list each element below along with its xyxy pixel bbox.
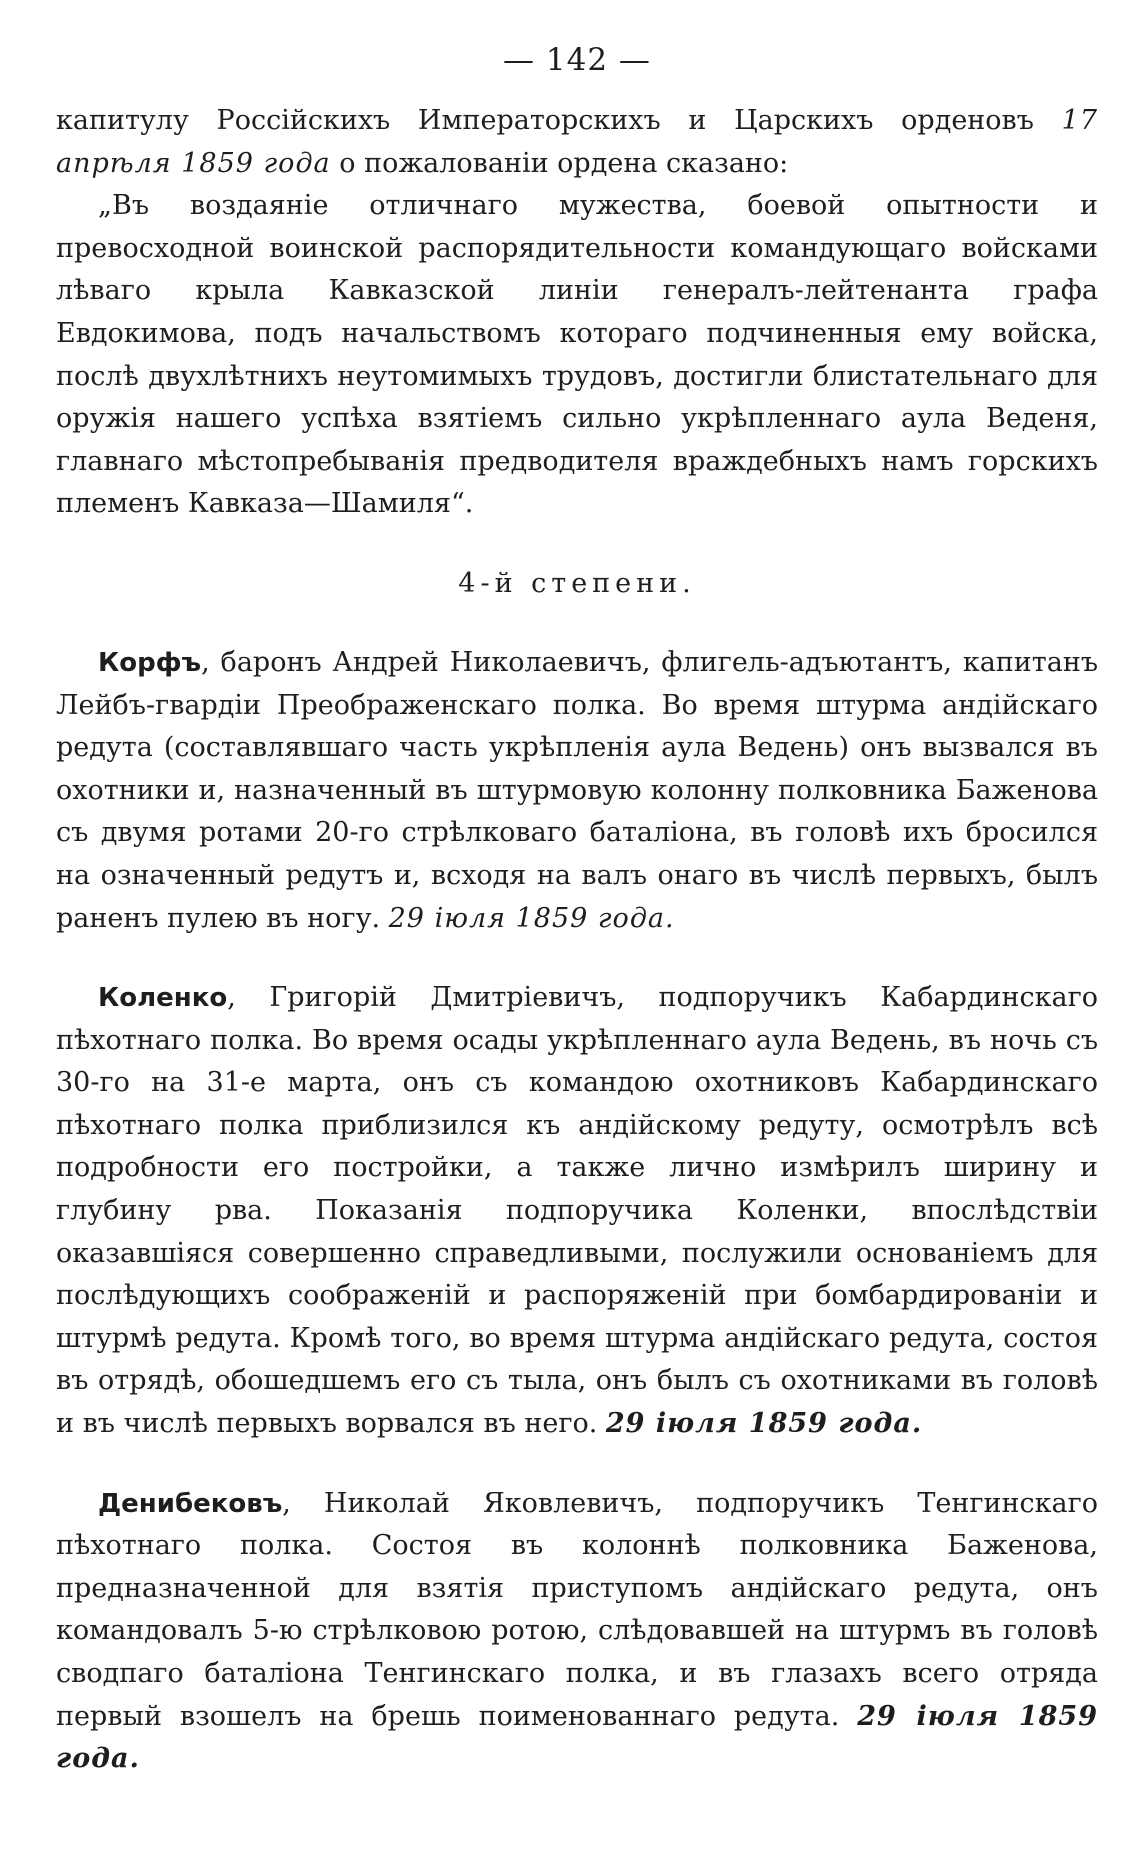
intro-paragraph (56, 100, 1098, 185)
entry-date: 29 іюля 1859 года. (605, 1408, 923, 1440)
entry-name: Коленко (98, 983, 228, 1014)
entry-name: Денибековъ (98, 1488, 283, 1519)
intro-date: 17 апрѣля 1859 года (56, 105, 1098, 179)
intro-tail: о пожалованіи ордена сказано: (330, 147, 789, 179)
document-page (56, 40, 1098, 1781)
entry-name: Корфъ (98, 647, 202, 678)
entry-text: , Николай Яковлевичъ, подпоручикъ Тенгинскаго пѣхотнаго полка. Состоя въ колоннѣ полковника Баженова, предназначенной для взятія приступомъ андійскаго редута, онъ командовалъ 5-ю стрѣлковою ротою, слѣдовавшей на штурмъ въ головѣ сводпаго баталіона Тенгинскаго полка, и въ глазахъ всего отряда первый взошелъ на брешь поименованнаго редута. (56, 1487, 1098, 1732)
entry-korf (56, 642, 1098, 940)
entry-date: 29 іюля 1859 года. (56, 1700, 1098, 1775)
intro-text: капитулу Россійскихъ Императорскихъ и Царскихъ орденовъ (56, 105, 1062, 136)
section-heading: 4-й степени. (458, 567, 696, 599)
entry-denibekov (56, 1483, 1098, 1781)
entry-text: , Григорій Дмитріевичъ, подпоручикъ Кабардинскаго пѣхотнаго полка. Во время осады укрѣпленнаго аула Ведень, въ ночь съ 30-го на 31-е марта, онъ съ командою охотниковъ Кабардинскаго пѣхотнаго полка приблизился къ андійскому редуту, осмотрѣлъ всѣ подробности его постройки, а также лично измѣрилъ ширину и глубину рва. Показанія подпоручика Коленки, впослѣдствіи оказавшіяся совершенно справедливыми, послужили основаніемъ для послѣдующихъ соображеній и распоряженій при бомбардированіи и штурмѣ редута. Кромѣ того, во время штурма андійскаго редута, состоя въ отрядѣ, обошедшемъ его съ тыла, онъ былъ съ охотниками въ головѣ и въ числѣ первыхъ ворвался въ него. (56, 982, 1098, 1440)
quote-paragraph: „Въ воздаяніе отличнаго мужества, боевой опытности и превосходной воинской распорядительности командующаго войсками лѣваго крыла Кавказской линіи генералъ-лейтенанта графа Евдокимова, подъ начальствомъ котораго подчиненныя ему войска, послѣ двухлѣтнихъ неутомимыхъ трудовъ, достигли блистательнаго для оружія нашего успѣха взятіемъ сильно укрѣпленнаго аула Веденя, главнаго мѣстопребыванія предводителя враждебныхъ намъ горскихъ племенъ Кавказа—Шамиля“. (56, 190, 1098, 520)
entry-text: , баронъ Андрей Николаевичъ, флигель-адъютантъ, капитанъ Лейбъ-гвардіи Преображенскаго полка. Во время штурма андійскаго редута (составлявшаго часть укрѣпленія аула Ведень) онъ вызвался въ охотники и, назначенный въ штурмовую колонну полковника Баженова съ двумя ротами 20-го стрѣлковаго баталіона, въ головѣ ихъ бросился на означенный редутъ и, всходя на валъ онаго въ числѣ первыхъ, былъ раненъ пулею въ ногу. (56, 646, 1098, 934)
page-number: — 142 — (503, 42, 651, 78)
entry-kolenko (56, 977, 1098, 1446)
entry-date: 29 іюля 1859 года. (388, 902, 675, 934)
